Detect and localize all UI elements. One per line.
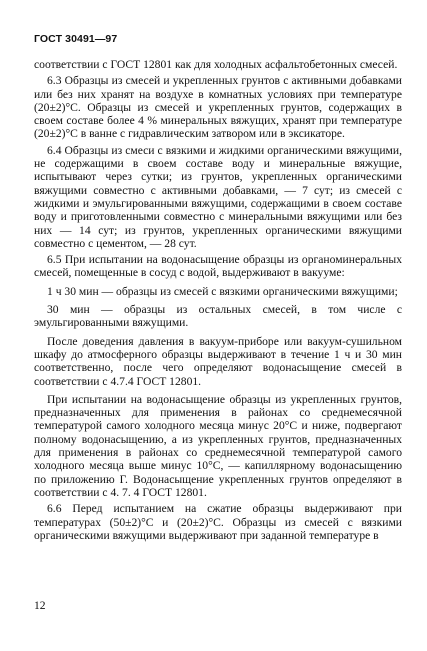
paragraph-soil-saturation: При испытании на водонасыщение образцы из укрепленных грунтов, предназначенных для применения в районах со среднемесячной температурой самого холодного месяца минус 20°С и ниже, подвергают полному водонасыщению, а из укрепленных грунтов, предназначенных для применения в районах со среднемесячной температурой самого холодного месяца выше минус 10°С, — капиллярному водонасыщению по приложению Г. Водонасыщение укрепленных грунтов определяют в соответствии с 4. 7. 4 ГОСТ 12801. <box>34 392 402 499</box>
page-number: 12 <box>34 599 46 612</box>
standard-code-header: ГОСТ 30491—97 <box>34 33 118 45</box>
paragraph-6-4: 6.4 Образцы из смеси с вязкими и жидкими органическими вяжущими, не содержащими в своем составе воду и минеральные вяжущие, испытывают через сутки; из грунтов, укрепленных органическими вяжущими совместно с активными добавками, — 7 сут; из смесей с жидкими и эмульгированными вяжущими, содержащими в своем составе воду и приготовленными совместно с минеральными вяжущими или без них — 14 сут; из грунтов, укрепленных органическими вяжущими совместно с цементом, — 28 сут. <box>34 143 402 250</box>
paragraph-6-3: 6.3 Образцы из смесей и укрепленных грунтов с активными добавками или без них хранят на воздухе в комнатных условиях при температуре (20±2)°С. Образцы из смесей и укрепленных грунтов, содержащих в своем составе более 4 % минеральных вяжущих, хранят при температуре (20±2)°С в ванне с гидравлическим затвором или в эксикаторе. <box>34 74 402 141</box>
paragraph-vacuum-time-1: 1 ч 30 мин — образцы из смесей с вязкими органическими вяжущими; <box>47 284 398 298</box>
body-text <box>34 58 402 545</box>
paragraph-6-6: 6.6 Перед испытанием на сжатие образцы выдерживают при температурах (50±2)°С и (20±2)°С. Образцы из смесей с вязкими органическими вяжущими выдерживают при заданной температуре в <box>34 502 402 542</box>
paragraph-continuation: соответствии с ГОСТ 12801 как для холодных асфальтобетонных смесей. <box>34 58 398 71</box>
paragraph-atmospheric: После доведения давления в вакуум-приборе или вакуум-сушильном шкафу до атмосферного образцы выдерживают в течение 1 ч и 30 мин соответственно, после чего определяют водонасыщение смесей в соответствии с 4.7.4 ГОСТ 12801. <box>34 334 402 388</box>
paragraph-6-5: 6.5 При испытании на водонасыщение образцы из органоминеральных смесей, помещенные в сосуд с водой, выдерживают в вакууме: <box>34 253 402 280</box>
paragraph-vacuum-time-2: 30 мин — образцы из остальных смесей, в том числе с эмульгированными вяжущими. <box>34 303 402 330</box>
